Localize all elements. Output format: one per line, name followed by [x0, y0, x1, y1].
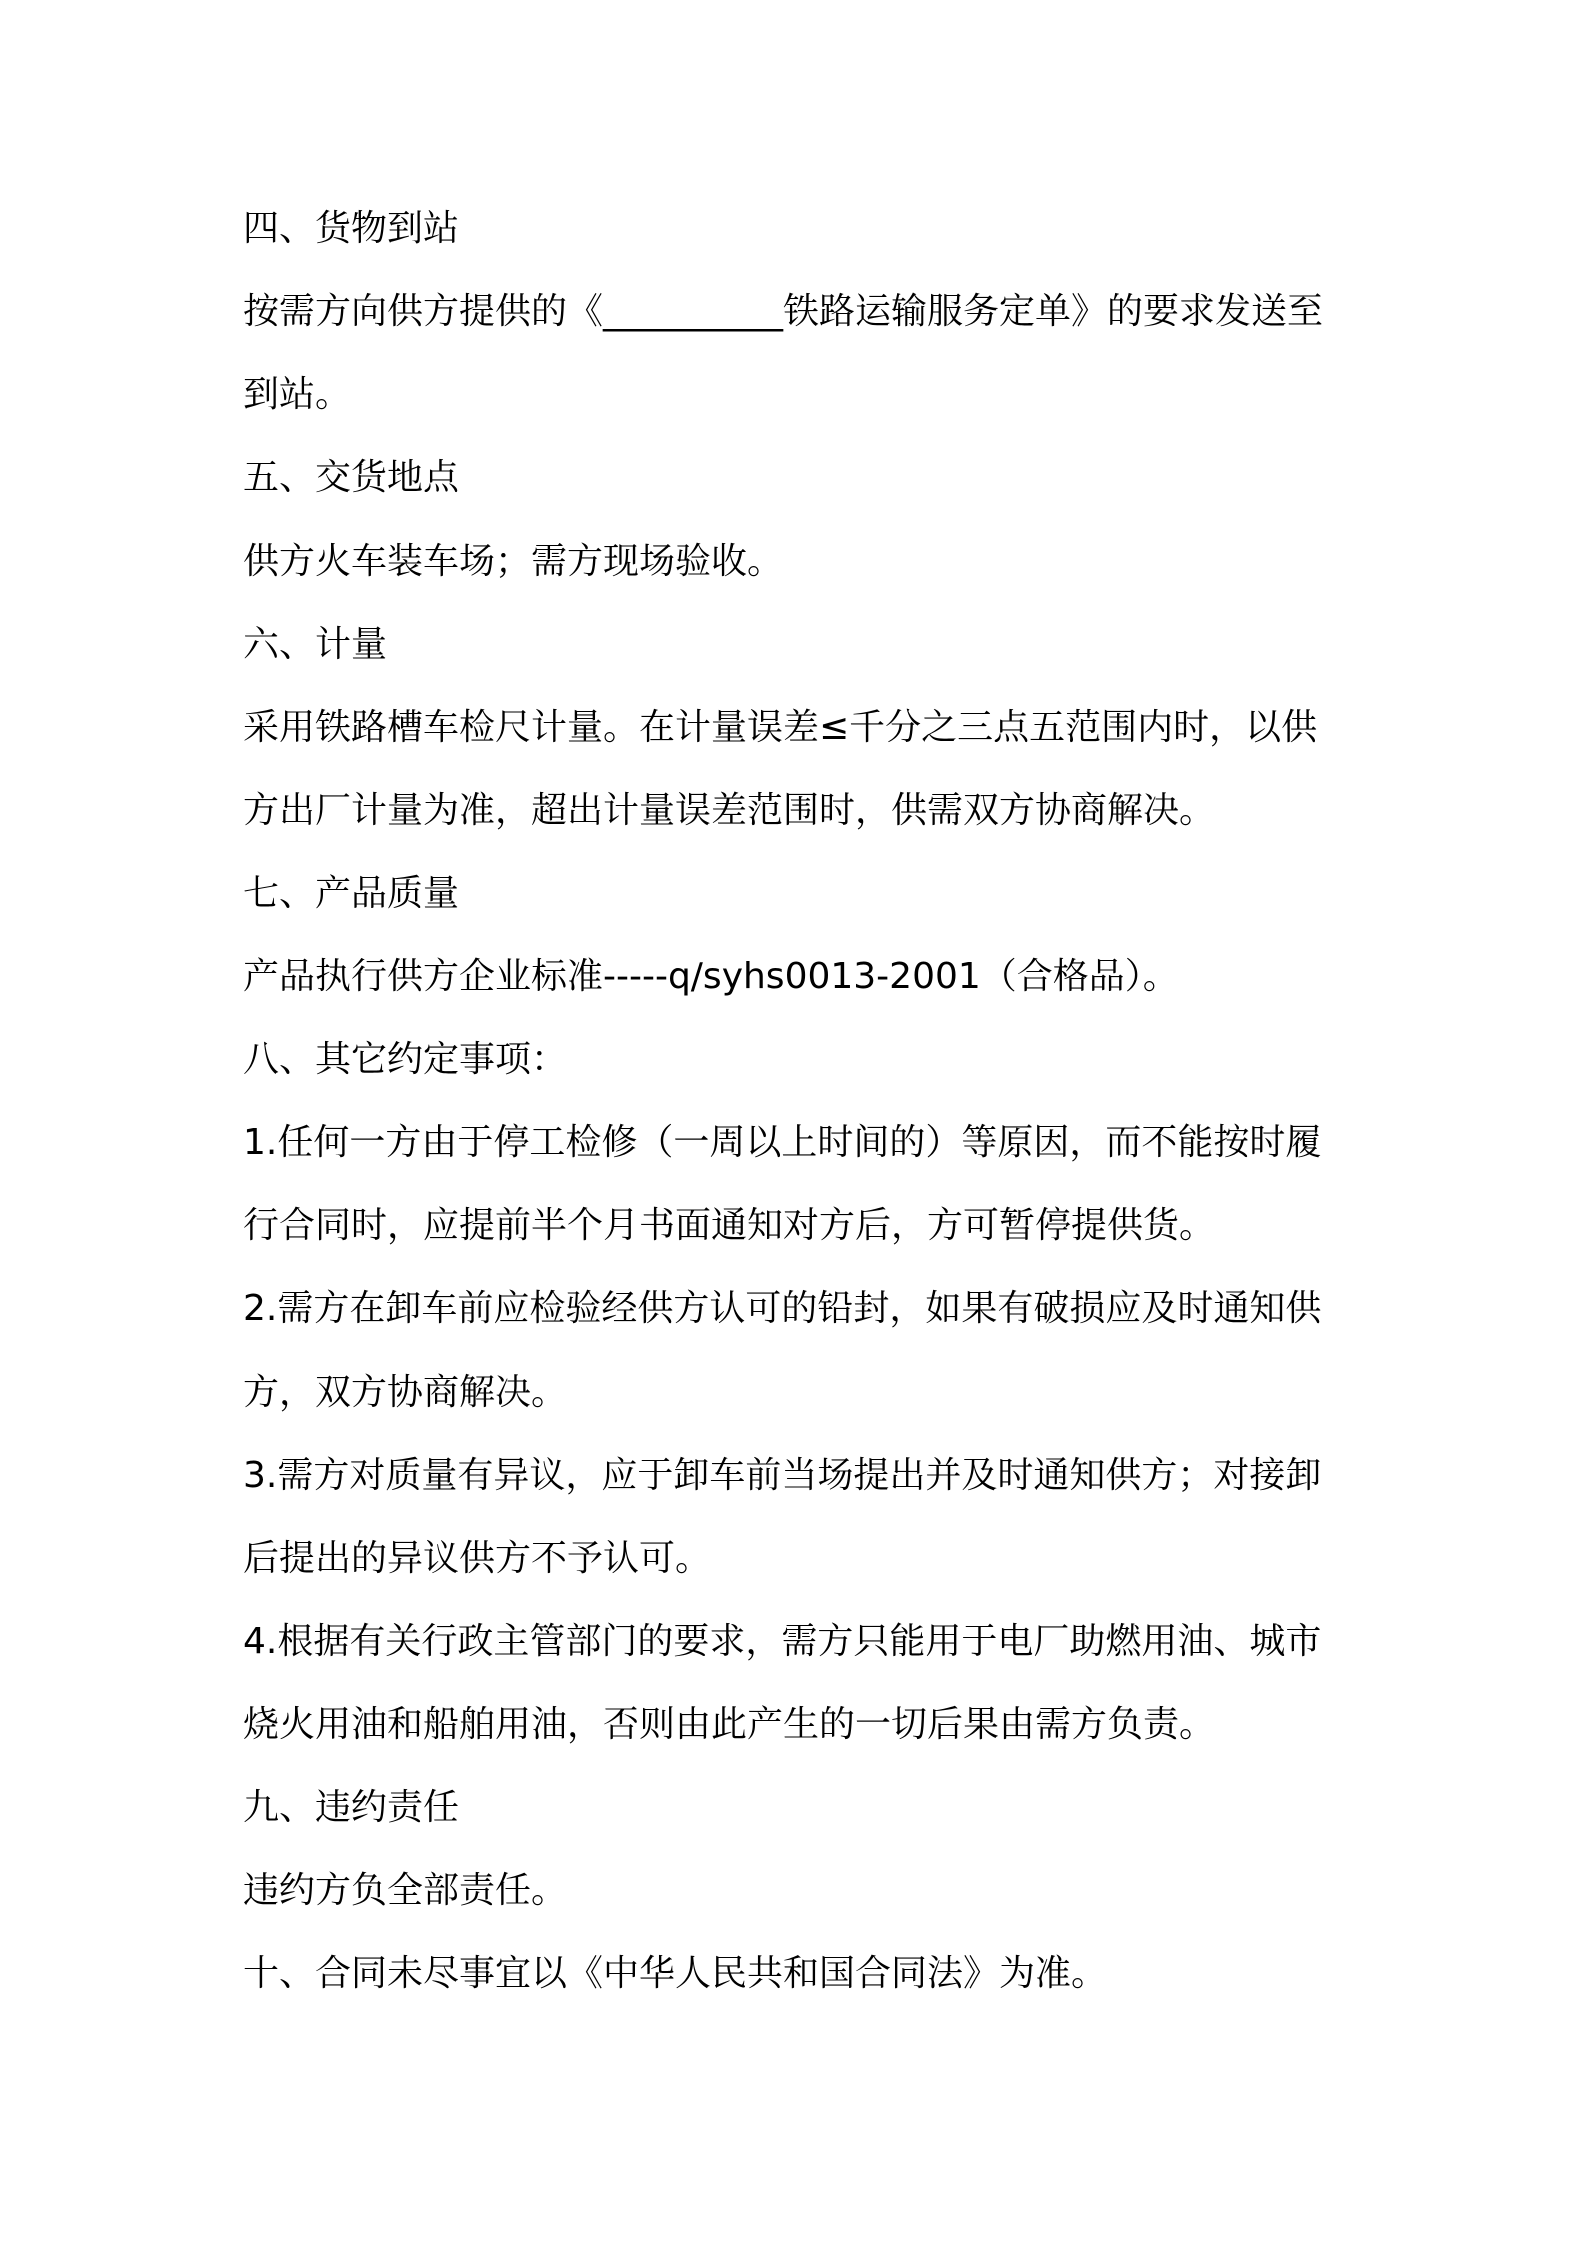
- paragraph-line: 后提出的异议供方不予认可。: [243, 1538, 712, 1579]
- paragraph-line: 2.需方在卸车前应检验经供方认可的铅封，如果有破损应及时通知供: [243, 1288, 1322, 1329]
- paragraph-line: 方出厂计量为准，超出计量误差范围时，供需双方协商解决。: [243, 790, 1216, 831]
- section-heading-measurement: 六、计量: [243, 624, 388, 665]
- section-heading-other-terms: 八、其它约定事项：: [243, 1039, 568, 1080]
- paragraph-line: 供方火车装车场；需方现场验收。: [243, 541, 784, 582]
- section-heading-product-quality: 七、产品质量: [243, 873, 460, 914]
- paragraph-line: 1.任何一方由于停工检修（一周以上时间的）等原因，而不能按时履: [243, 1122, 1322, 1163]
- paragraph-line: 3.需方对质量有异议，应于卸车前当场提出并及时通知供方；对接卸: [243, 1455, 1322, 1496]
- paragraph-line: 采用铁路槽车检尺计量。在计量误差≤千分之三点五范围内时，以供: [243, 707, 1318, 748]
- section-heading-arrival-station: 四、货物到站: [243, 208, 460, 249]
- paragraph-line: 烧火用油和船舶用油，否则由此产生的一切后果由需方负责。: [243, 1704, 1216, 1745]
- paragraph-line: 产品执行供方企业标准-----q/syhs0013-2001（合格品）。: [243, 956, 1179, 997]
- paragraph-line: 方，双方协商解决。: [243, 1372, 568, 1413]
- paragraph-line: 到站。: [243, 374, 352, 415]
- paragraph-line: 4.根据有关行政主管部门的要求，需方只能用于电厂助燃用油、城市: [243, 1621, 1322, 1662]
- paragraph-line: 行合同时，应提前半个月书面通知对方后，方可暂停提供货。: [243, 1205, 1216, 1246]
- section-heading-liability: 九、违约责任: [243, 1787, 460, 1828]
- paragraph-line: 按需方向供方提供的《__________铁路运输服务定单》的要求发送至: [243, 291, 1324, 332]
- section-heading-governing-law: 十、合同未尽事宜以《中华人民共和国合同法》为准。: [243, 1953, 1108, 1994]
- paragraph-line: 违约方负全部责任。: [243, 1870, 568, 1911]
- section-heading-delivery-location: 五、交货地点: [243, 457, 460, 498]
